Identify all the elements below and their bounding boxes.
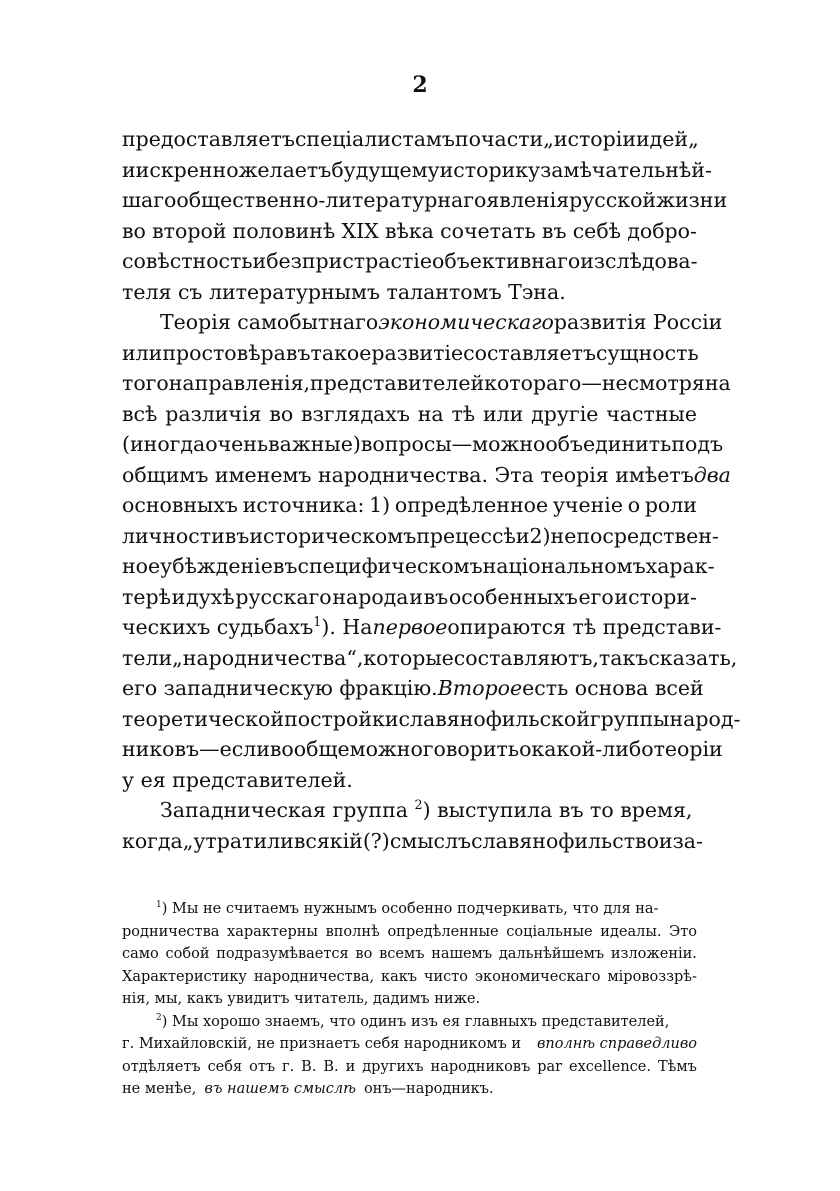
text-span: развитія Россіи xyxy=(553,310,723,334)
word: прецессѣ xyxy=(416,523,516,548)
word: сказать, xyxy=(648,645,738,670)
footnote-marker: 1 xyxy=(156,900,162,911)
word: другіе xyxy=(531,401,599,426)
word: котораго—несмотря xyxy=(484,371,705,395)
text-span: ). На xyxy=(321,615,373,639)
word: „утратили xyxy=(182,828,294,853)
word: или xyxy=(122,340,163,365)
word: сочетать xyxy=(440,218,536,243)
text-line xyxy=(122,399,697,430)
word: совѣстность xyxy=(122,249,253,273)
word: историческомъ xyxy=(249,523,417,548)
footnote-2 xyxy=(122,1011,697,1101)
word: и xyxy=(171,584,186,609)
italic-span: первое xyxy=(372,615,448,639)
word: В. xyxy=(301,1058,317,1075)
word: за- xyxy=(672,828,703,853)
word: взглядахъ xyxy=(301,401,410,426)
text-span: не менѣе, xyxy=(122,1081,197,1097)
word: (иногда xyxy=(122,432,206,456)
word: всѣ xyxy=(122,401,158,426)
text-line xyxy=(122,368,731,399)
word: въ xyxy=(224,523,250,548)
word: добро- xyxy=(627,218,697,243)
word: Тѣмъ xyxy=(657,1058,697,1075)
word: различія xyxy=(165,401,262,426)
word: въ xyxy=(272,554,298,578)
text-span: ) Мы хорошо знаемъ, что одинъ изъ ея главныхъ представителей, xyxy=(161,1013,670,1030)
word: шаго xyxy=(122,188,177,212)
word: народниковъ xyxy=(430,1058,531,1075)
footnote-line xyxy=(122,1056,697,1079)
word: себя xyxy=(207,1058,243,1075)
word: par xyxy=(537,1058,563,1075)
word: харак- xyxy=(645,554,715,578)
word: объективнаго xyxy=(432,249,581,273)
word: всякій xyxy=(293,828,363,853)
text-span xyxy=(160,795,692,826)
word: такое xyxy=(310,340,372,365)
word: жизни xyxy=(656,188,728,212)
word: подразумѣвается xyxy=(216,946,349,962)
footnote-line xyxy=(122,898,697,921)
word: себѣ xyxy=(572,218,622,243)
word: и xyxy=(122,157,136,182)
text-span: Западническая группа xyxy=(160,798,408,822)
text-span: ) выступила въ то время, xyxy=(422,798,693,822)
text-line xyxy=(122,338,697,369)
word: вообще xyxy=(269,737,350,761)
paragraph-3 xyxy=(122,795,703,856)
word: теоретической xyxy=(122,706,285,731)
word: и xyxy=(345,1058,356,1075)
text-line xyxy=(122,582,697,613)
word: когда xyxy=(122,828,183,853)
word: опредѣленные xyxy=(387,923,499,940)
word: дальнѣйшемъ xyxy=(498,946,605,962)
footnote-line xyxy=(122,966,697,989)
italic-span: Второе xyxy=(437,676,523,700)
footnote-line xyxy=(122,1033,697,1056)
word: которые xyxy=(363,645,454,670)
word: всемъ xyxy=(379,946,425,962)
word: во xyxy=(355,946,373,962)
word: основныхъ xyxy=(122,493,238,517)
text-line: у ея представителей. xyxy=(122,767,353,792)
word: и xyxy=(515,523,530,548)
italic-span: два xyxy=(693,462,731,487)
word: говорить xyxy=(422,737,520,761)
text-span: есть основа всей xyxy=(522,676,704,700)
text-span xyxy=(122,612,373,643)
word: и xyxy=(409,584,423,609)
word: группы xyxy=(589,706,670,731)
word: характерны xyxy=(227,923,318,940)
footnote-line: нія, мы, какъ увидитъ читатель, дадимъ ниже. xyxy=(122,991,481,1007)
word: историку xyxy=(439,157,541,182)
word: вполнѣ xyxy=(325,923,380,940)
word: народничества, xyxy=(253,968,375,985)
text-line xyxy=(122,521,719,552)
word: источника: xyxy=(242,493,365,517)
word: частные xyxy=(606,401,697,426)
text-line xyxy=(122,795,697,826)
word: составляетъ xyxy=(463,340,597,365)
word: смыслъ xyxy=(389,828,472,853)
word: тели xyxy=(122,645,173,670)
word: и xyxy=(658,828,673,853)
word: истори- xyxy=(614,584,697,609)
text-span: г. Михайловскій, не признаетъ себя народникомъ и xyxy=(122,1036,522,1052)
word: сущность xyxy=(596,340,699,365)
text-line xyxy=(122,612,722,643)
text-span xyxy=(156,1011,669,1034)
word: замѣчательнѣй- xyxy=(540,157,712,182)
word: половинѣ xyxy=(232,218,336,243)
text-span: ческихъ судьбахъ xyxy=(122,615,314,639)
text-line xyxy=(122,246,697,277)
footnote-line xyxy=(122,921,697,944)
text-line xyxy=(122,826,703,857)
word: и xyxy=(252,249,267,273)
word: можно xyxy=(349,737,423,761)
word: просто xyxy=(162,340,237,365)
word: Это xyxy=(669,923,697,940)
text-line xyxy=(122,734,723,765)
footnote-1 xyxy=(122,898,697,1011)
word: 1) xyxy=(369,493,391,517)
word: собой xyxy=(165,946,210,962)
word: направленія, xyxy=(168,371,311,395)
word: въ xyxy=(285,340,311,365)
word: роли xyxy=(644,493,697,517)
word: убѣжденіе xyxy=(160,554,273,578)
word: 2) xyxy=(529,523,551,548)
word: excellence. xyxy=(569,1058,651,1075)
word: части xyxy=(480,127,544,151)
word: нашемъ xyxy=(431,946,493,962)
main-text xyxy=(122,124,741,856)
word: развитіе xyxy=(371,340,464,365)
word: никовъ—если xyxy=(122,737,270,761)
italic-span: вполнѣ справедливо xyxy=(536,1036,697,1052)
text-span: онъ—народникъ. xyxy=(363,1081,494,1097)
word: во xyxy=(269,401,294,426)
word: славянофильской xyxy=(398,706,590,731)
word: по xyxy=(454,127,481,151)
text-span: опираются тѣ представи- xyxy=(447,615,722,639)
word: предоставляетъ xyxy=(122,127,295,151)
text-span xyxy=(156,898,658,921)
word: экономическаго xyxy=(474,968,601,985)
word: такъ xyxy=(598,645,649,670)
word: ученіе xyxy=(552,493,623,517)
word: составляютъ, xyxy=(453,645,599,670)
word: изложеніи. xyxy=(610,946,697,962)
word: родничества xyxy=(122,923,220,940)
text-line xyxy=(122,704,741,735)
word: въ xyxy=(423,584,449,609)
word: народ- xyxy=(669,706,741,731)
word: „исторіи xyxy=(543,127,636,151)
word: чисто xyxy=(423,968,469,985)
word: вѣка xyxy=(384,218,434,243)
word: вѣра xyxy=(236,340,286,365)
word: искренно xyxy=(135,157,239,182)
word: XIX xyxy=(341,218,379,243)
word: важные) xyxy=(268,432,361,456)
text-line xyxy=(122,673,704,704)
word: В. xyxy=(323,1058,339,1075)
word: соціальные xyxy=(506,923,593,940)
text-line xyxy=(122,490,697,521)
word: очень xyxy=(205,432,269,456)
text-line: теля съ литературнымъ талантомъ Тэна. xyxy=(122,279,566,304)
text-span: Теорія самобытнаго xyxy=(160,310,379,334)
word: Характеристику xyxy=(122,968,247,985)
word: или xyxy=(482,401,524,426)
word: ное xyxy=(122,554,161,578)
word: въ xyxy=(541,218,567,243)
word: во xyxy=(122,218,146,243)
text-line xyxy=(122,643,738,674)
word: желаетъ xyxy=(238,157,332,182)
footnote-ref-1: 1 xyxy=(313,614,322,630)
word: другихъ xyxy=(362,1058,424,1075)
word: національномъ xyxy=(482,554,646,578)
word: будущему xyxy=(331,157,440,182)
text-line xyxy=(122,155,712,186)
text-line xyxy=(122,429,723,460)
footnote-marker: 2 xyxy=(156,1012,162,1023)
word: опредѣленное xyxy=(394,493,549,517)
word: міровоззрѣ- xyxy=(607,968,697,985)
italic-span: экономическаго xyxy=(378,310,554,334)
word: объединить xyxy=(545,432,672,456)
word: русскаго xyxy=(235,584,332,609)
word: постройки xyxy=(284,706,399,731)
word: какой-либо xyxy=(531,737,654,761)
word: того xyxy=(122,371,169,395)
word: русской xyxy=(569,188,657,212)
word: спеціалистамъ xyxy=(294,127,455,151)
footnote-line xyxy=(122,1011,697,1034)
word: идей„ xyxy=(636,127,699,151)
word: г. xyxy=(282,1058,295,1075)
word: непосредствен- xyxy=(550,523,719,548)
word: вопросы—можно xyxy=(360,432,546,456)
word: терѣ xyxy=(122,584,171,609)
word: представителей xyxy=(310,371,485,395)
text-span: его западническую фракцію. xyxy=(122,676,438,700)
text-line xyxy=(122,551,715,582)
paragraph-2 xyxy=(122,307,741,795)
text-span: ) Мы не считаемъ нужнымъ особенно подчеркивать, что для на- xyxy=(161,901,659,917)
word: теоріи xyxy=(653,737,723,761)
word: явленія xyxy=(486,188,570,212)
word: о xyxy=(519,737,532,761)
word: общественно-литературнаго xyxy=(176,188,487,212)
word: духѣ xyxy=(186,584,235,609)
word: личности xyxy=(122,523,225,548)
word: отъ xyxy=(249,1058,276,1075)
word: „народничества“, xyxy=(172,645,364,670)
word: само xyxy=(122,946,159,962)
word: на xyxy=(704,371,731,395)
italic-span: въ нашемъ смыслѣ xyxy=(204,1081,356,1097)
text-line xyxy=(122,216,697,247)
text-span: общимъ именемъ народничества. Эта теорія имѣетъ xyxy=(122,462,694,487)
word: идеалы. xyxy=(600,923,662,940)
footnote-ref-2: 2 xyxy=(414,797,423,813)
word: (?) xyxy=(362,828,390,853)
word: тѣ xyxy=(451,401,476,426)
word: особенныхъ xyxy=(448,584,578,609)
word: подъ xyxy=(671,432,723,456)
word: какъ xyxy=(381,968,418,985)
word: его xyxy=(578,584,614,609)
word: второй xyxy=(152,218,227,243)
footnote-line xyxy=(122,943,697,966)
word: на xyxy=(417,401,444,426)
word: отдѣляетъ xyxy=(122,1058,201,1075)
word: о xyxy=(627,493,641,517)
footnotes xyxy=(122,898,697,1101)
word: народа xyxy=(332,584,409,609)
word: изслѣдова- xyxy=(580,249,698,273)
text-line xyxy=(122,307,723,338)
word: безпристрастіе xyxy=(266,249,433,273)
paragraph-1 xyxy=(122,124,728,307)
text-line xyxy=(122,185,728,216)
word: славянофильство xyxy=(471,828,659,853)
text-line xyxy=(122,460,731,491)
word: специфическомъ xyxy=(297,554,483,578)
page-number: 2 xyxy=(412,72,428,98)
text-line xyxy=(122,124,697,155)
footnote-line xyxy=(122,1078,697,1101)
